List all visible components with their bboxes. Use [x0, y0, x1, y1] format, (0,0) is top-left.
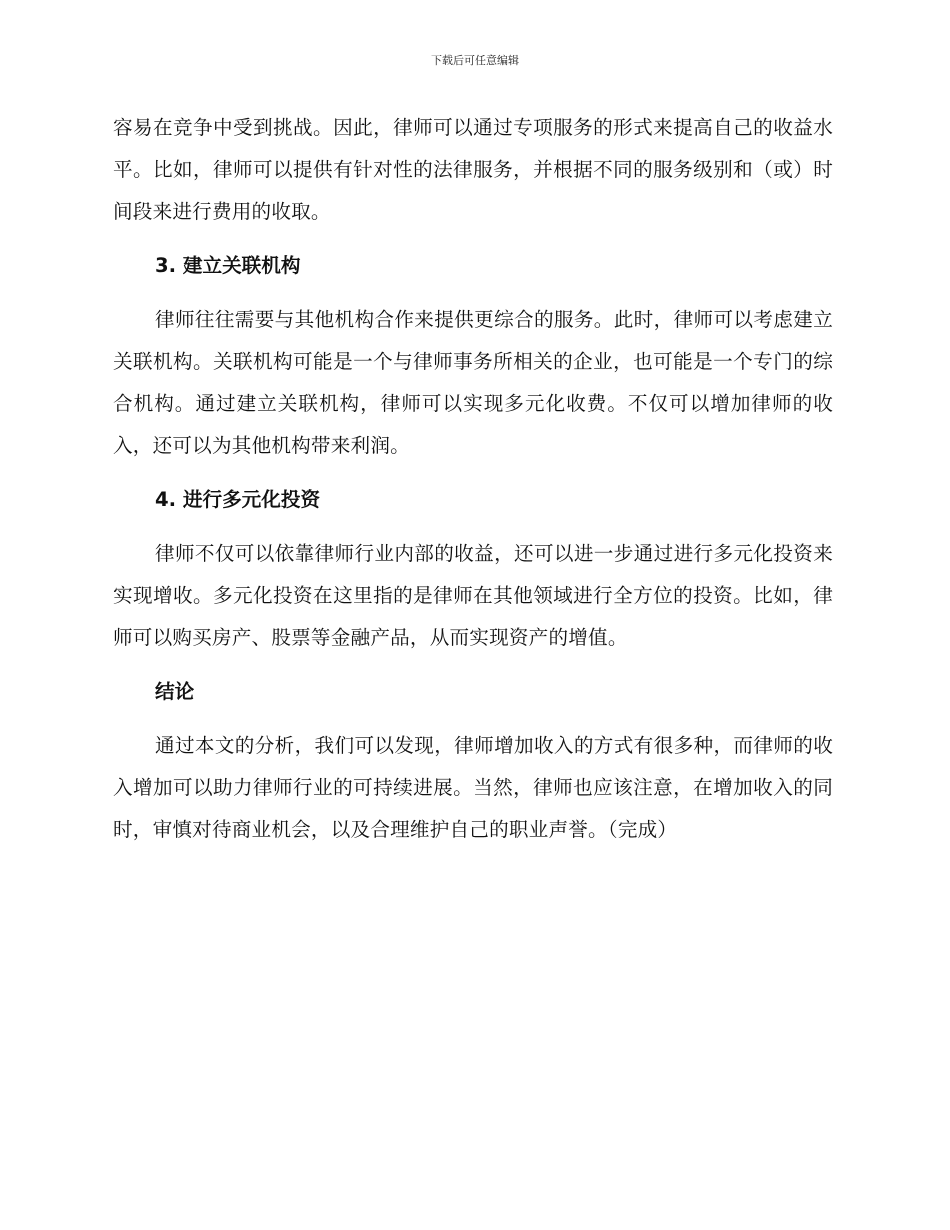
section-heading-4: 4. 进行多元化投资 — [155, 488, 321, 511]
paragraph-section-3: 律师往往需要与其他机构合作来提供更综合的服务。此时，律师可以考虑建立关联机构。关联机构可能是一个与律师事务所相关的企业，也可能是一个专门的综合机构。通过建立关联机构，律师可以实现多元化收费。不仅可以增加律师的收入，还可以为其他机构带来利润。 — [113, 308, 833, 457]
document-body — [113, 107, 833, 863]
page-header: 下载后可任意编辑 — [431, 54, 519, 67]
paragraph-intro: 容易在竞争中受到挑战。因此，律师可以通过专项服务的形式来提高自己的收益水平。比如，律师可以提供有针对性的法律服务，并根据不同的服务级别和（或）时间段来进行费用的收取。 — [113, 116, 833, 223]
section-heading-conclusion: 结论 — [155, 680, 195, 703]
paragraph-section-4: 律师不仅可以依靠律师行业内部的收益，还可以进一步通过进行多元化投资来实现增收。多元化投资在这里指的是律师在其他领域进行全方位的投资。比如，律师可以购买房产、股票等金融产品，从而实现资产的增值。 — [113, 542, 833, 649]
paragraph-conclusion: 通过本文的分析，我们可以发现，律师增加收入的方式有很多种，而律师的收入增加可以助力律师行业的可持续进展。当然，律师也应该注意，在增加收入的同时，审慎对待商业机会，以及合理维护自己的职业声誉。（完成） — [113, 734, 833, 841]
section-heading-3: 3. 建立关联机构 — [155, 254, 301, 277]
